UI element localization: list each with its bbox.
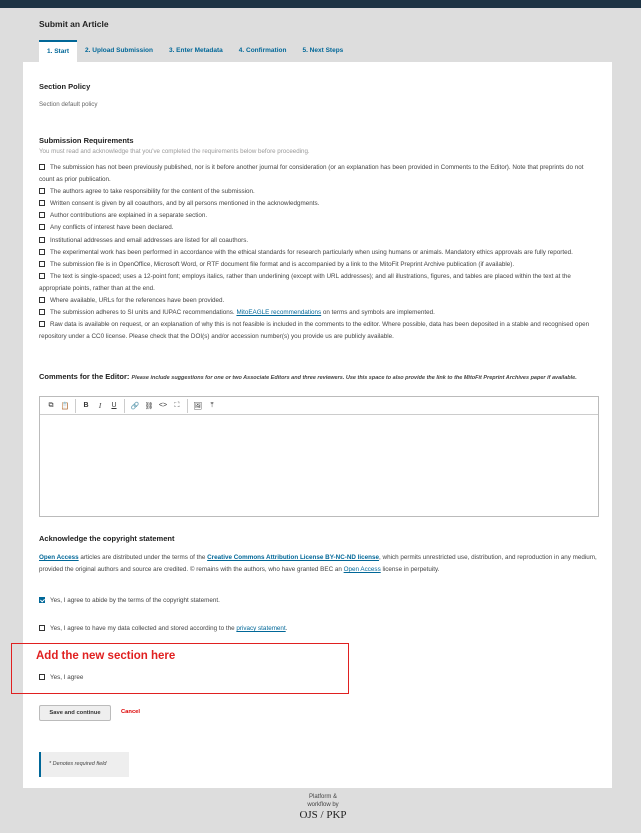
link-icon[interactable]: 🔗: [130, 402, 140, 410]
comments-editor: [39, 396, 599, 517]
paste-icon[interactable]: 📋: [60, 402, 70, 410]
comments-label: Comments for the Editor: Please include suggestions for one or two Associate Editors and three reviewers. Use this space to also provide the link to the MitoFit Preprint Archives paper if available.: [39, 372, 577, 381]
wizard-tabs: [39, 40, 351, 62]
requirements-title: Submission Requirements: [39, 136, 134, 145]
requirement-checkbox[interactable]: [39, 224, 45, 230]
image-icon[interactable]: 🖼: [193, 402, 203, 410]
requirement-checkbox[interactable]: [39, 309, 45, 315]
copy-icon[interactable]: ⧉: [48, 401, 54, 409]
new-section-agree-row: Yes, I agree: [39, 674, 83, 681]
section-policy-text: Section default policy: [39, 101, 98, 108]
ojs-pkp-logo[interactable]: OJS / PKP: [299, 809, 347, 821]
tab-confirmation[interactable]: 4. Confirmation: [238, 47, 287, 54]
requirement-checkbox[interactable]: [39, 321, 45, 327]
list-item: Author contributions are explained in a separate section.: [39, 210, 599, 222]
open-access-link[interactable]: Open Access: [39, 554, 79, 561]
requirements-hint: You must read and acknowledge that you've completed the requirements below before proceeding.: [39, 148, 310, 155]
requirement-checkbox[interactable]: [39, 249, 45, 255]
required-field-note: * Denotes required field: [39, 752, 129, 777]
cancel-button[interactable]: Cancel: [121, 709, 141, 715]
tab-start[interactable]: 1. Start: [39, 40, 77, 62]
tab-next-steps[interactable]: 5. Next Steps: [302, 47, 344, 54]
underline-button[interactable]: U: [111, 402, 117, 409]
toolbar-divider: [75, 399, 76, 413]
requirement-checkbox[interactable]: [39, 200, 45, 206]
tab-enter-metadata[interactable]: 3. Enter Metadata: [168, 47, 223, 54]
list-item: Institutional addresses and email addresses are listed for all coauthors.: [39, 235, 599, 247]
copyright-title: Acknowledge the copyright statement: [39, 534, 175, 543]
comments-textarea[interactable]: [40, 415, 598, 516]
save-and-continue-button[interactable]: Save and continue: [39, 705, 111, 721]
tab-upload-submission[interactable]: 2. Upload Submission: [85, 47, 153, 54]
mitoeagle-link[interactable]: MitoEAGLE recommendations: [236, 309, 322, 317]
fullscreen-icon[interactable]: ⛶: [174, 401, 180, 409]
list-item: The authors agree to take responsibility for the content of the submission.: [39, 186, 599, 198]
requirement-checkbox[interactable]: [39, 164, 45, 170]
requirement-checkbox[interactable]: [39, 212, 45, 218]
privacy-statement-link[interactable]: privacy statement: [236, 625, 286, 632]
section-policy-title: Section Policy: [39, 82, 91, 91]
footer-line-1: Platform &: [308, 794, 337, 800]
copyright-text: Open Access articles are distributed under the terms of the Creative Commons Attribution License BY-NC-ND license, which permits unrestricted use, distribution, and reproduction in any medium, provided the original authors and source are credited. © remains with the authors, who have granted BEC an Open Access license in perpetuity.: [39, 554, 597, 573]
comments-hint: Please include suggestions for one or two Associate Editors and three reviewers. Use this space to also provide the link to the MitoFit Preprint Archives paper if available.: [131, 375, 577, 381]
requirement-checkbox[interactable]: [39, 297, 45, 303]
requirement-checkbox[interactable]: [39, 261, 45, 267]
list-item: The submission adheres to SI units and IUPAC recommendations. MitoEAGLE recommendations on terms and symbols are implemented.: [39, 307, 599, 319]
privacy-agree-row: Yes, I agree to have my data collected and stored according to the privacy statement.: [39, 625, 287, 632]
open-access-link-2[interactable]: Open Access: [343, 566, 381, 573]
code-icon[interactable]: <>: [158, 402, 168, 409]
list-item: The text is single-spaced; uses a 12-point font; employs italics, rather than underlining (except with URL addresses); and all illustrations, figures, and tables are placed within the text at the appropriate points, rather than at the end.: [39, 272, 571, 292]
bold-button[interactable]: B: [83, 402, 89, 409]
toolbar-divider: [187, 399, 188, 413]
privacy-agree-checkbox[interactable]: [39, 625, 45, 631]
new-section-title: Add the new section here: [36, 650, 176, 662]
list-item: The experimental work has been performed in accordance with the ethical standards for research particularly when using humans or animals. Mandatory ethics approvals are fully reported.: [39, 247, 599, 259]
requirement-checkbox[interactable]: [39, 273, 45, 279]
list-item: The submission has not been previously published, nor is it before another journal for consideration (or an explanation has been provided in Comments to the Editor). Note that preprints do not count as prior publication.: [39, 164, 584, 184]
requirements-list: [39, 162, 599, 343]
toolbar-divider: [124, 399, 125, 413]
italic-button[interactable]: I: [98, 401, 102, 410]
requirement-checkbox[interactable]: [39, 188, 45, 194]
editor-toolbar: [40, 397, 598, 415]
requirement-checkbox[interactable]: [39, 237, 45, 243]
list-item: The submission file is in OpenOffice, Microsoft Word, or RTF document file format and is accompanied by a link to the MitoFit Preprint Archive publication (if available).: [39, 259, 599, 271]
footer-line-2: workflow by: [307, 801, 339, 808]
list-item: Where available, URLs for the references have been provided.: [39, 295, 599, 307]
copyright-agree-checkbox[interactable]: [39, 597, 45, 603]
list-item: Any conflicts of interest have been declared.: [39, 222, 599, 234]
copyright-agree-row: Yes, I agree to abide by the terms of the copyright statement.: [39, 597, 220, 604]
page-title: Submit an Article: [39, 19, 109, 29]
new-section-agree-checkbox[interactable]: [39, 674, 45, 680]
license-link[interactable]: Creative Commons Attribution License BY-NC-ND license: [207, 554, 380, 561]
list-item: Raw data is available on request, or an explanation of why this is not feasible is included in the comments to the editor. Where possible, data has been deposited in a stable and recognised open repository under a CC0 license. Please check that the DOI(s) and/or accession number(s) you provide us are publicly available.: [39, 321, 590, 341]
unlink-icon[interactable]: ⛓: [144, 402, 154, 410]
footer: [281, 794, 365, 822]
top-bar: [0, 0, 641, 8]
list-item: Written consent is given by all coauthors, and by all persons mentioned in the acknowledgments.: [39, 198, 599, 210]
upload-icon[interactable]: ⤒: [210, 401, 214, 409]
